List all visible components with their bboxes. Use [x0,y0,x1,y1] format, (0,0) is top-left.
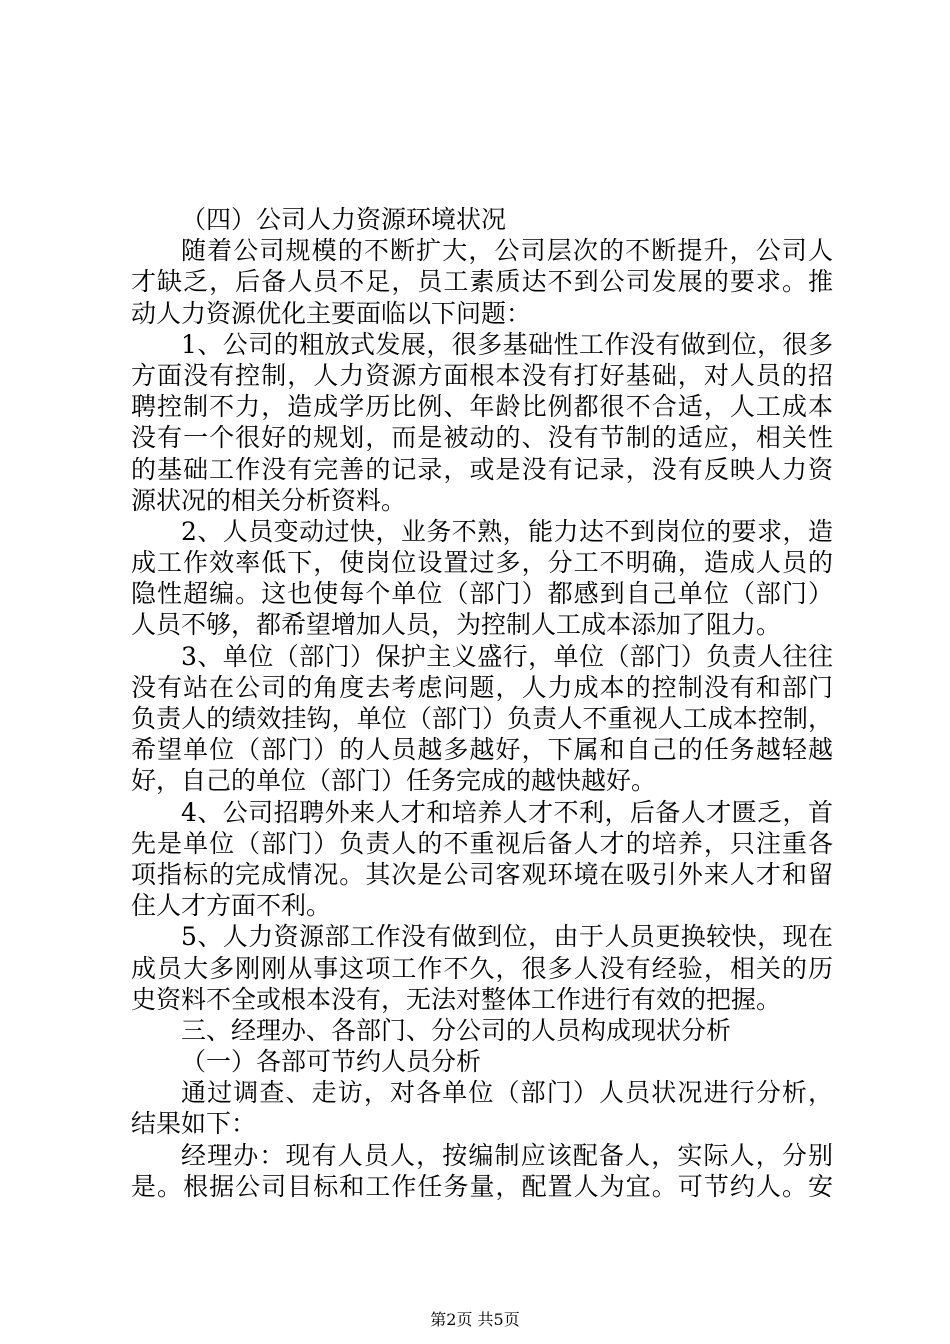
text-line: 希望单位（部门）的人员越多越好，下属和自己的任务越轻越 [131,735,833,765]
text-line: （一）各部可节约人员分析 [181,1047,482,1077]
text-line: 三、经理办、各部门、分公司的人员构成现状分析 [181,1015,732,1045]
text-line: （四）公司人力资源环境状况 [181,205,507,234]
document-body [131,204,833,1202]
text-line: 史资料不全或根本没有，无法对整体工作进行有效的把握。 [131,984,782,1014]
text-line: 通过调查、走访，对各单位（部门）人员状况进行分析， [181,1078,833,1108]
text-line: 1、公司的粗放式发展，很多基础性工作没有做到位，很多 [181,329,833,359]
text-line: 人员不够，都希望增加人员，为控制人工成本添加了阻力。 [131,610,782,640]
text-line: 方面没有控制，人力资源方面根本没有打好基础，对人员的招 [131,360,833,390]
text-line: 是。根据公司目标和工作任务量，配置人为宜。可节约人。安 [131,1171,833,1201]
text-line: 成员大多刚刚从事这项工作不久，很多人没有经验，相关的历 [131,953,833,983]
text-line: 才缺乏，后备人员不足，员工素质达不到公司发展的要求。推 [131,267,833,297]
text-line: 源状况的相关分析资料。 [131,485,407,515]
text-line: 动人力资源优化主要面临以下问题： [131,298,532,328]
text-line: 没有一个很好的规划，而是被动的、没有节制的适应，相关性 [131,423,833,453]
text-line: 没有站在公司的角度去考虑问题，人力成本的控制没有和部门 [131,672,833,702]
text-line: 住人才方面不利。 [131,891,332,921]
text-line: 的基础工作没有完善的记录，或是没有记录，没有反映人力资 [131,454,833,484]
text-line: 2、人员变动过快，业务不熟，能力达不到岗位的要求，造 [181,516,833,546]
text-line: 经理办：现有人员人，按编制应该配备人，实际人，分别 [181,1140,833,1170]
text-line: 先是单位（部门）负责人的不重视后备人才的培养，只注重各 [131,828,833,858]
text-line: 5、人力资源部工作没有做到位，由于人员更换较快，现在 [181,922,833,952]
text-line: 成工作效率低下，使岗位设置过多，分工不明确，造成人员的 [131,548,833,578]
text-line: 项指标的完成情况。其次是公司客观环境在吸引外来人才和留 [131,859,833,889]
text-line: 4、公司招聘外来人才和培养人才不利，后备人才匮乏，首 [181,797,833,827]
text-line: 好，自己的单位（部门）任务完成的越快越好。 [131,766,657,796]
text-line: 聘控制不力，造成学历比例、年龄比例都很不合适，人工成本 [131,392,833,422]
text-line: 结果如下： [131,1109,257,1139]
text-line: 随着公司规模的不断扩大，公司层次的不断提升，公司人 [181,236,833,266]
text-line: 3、单位（部门）保护主义盛行，单位（部门）负责人往往 [181,641,833,671]
page-footer: 第2页 共5页 [430,1310,520,1329]
text-line: 隐性超编。这也使每个单位（部门）都感到自己单位（部门） [131,579,833,609]
text-line: 负责人的绩效挂钩，单位（部门）负责人不重视人工成本控制， [131,704,833,733]
